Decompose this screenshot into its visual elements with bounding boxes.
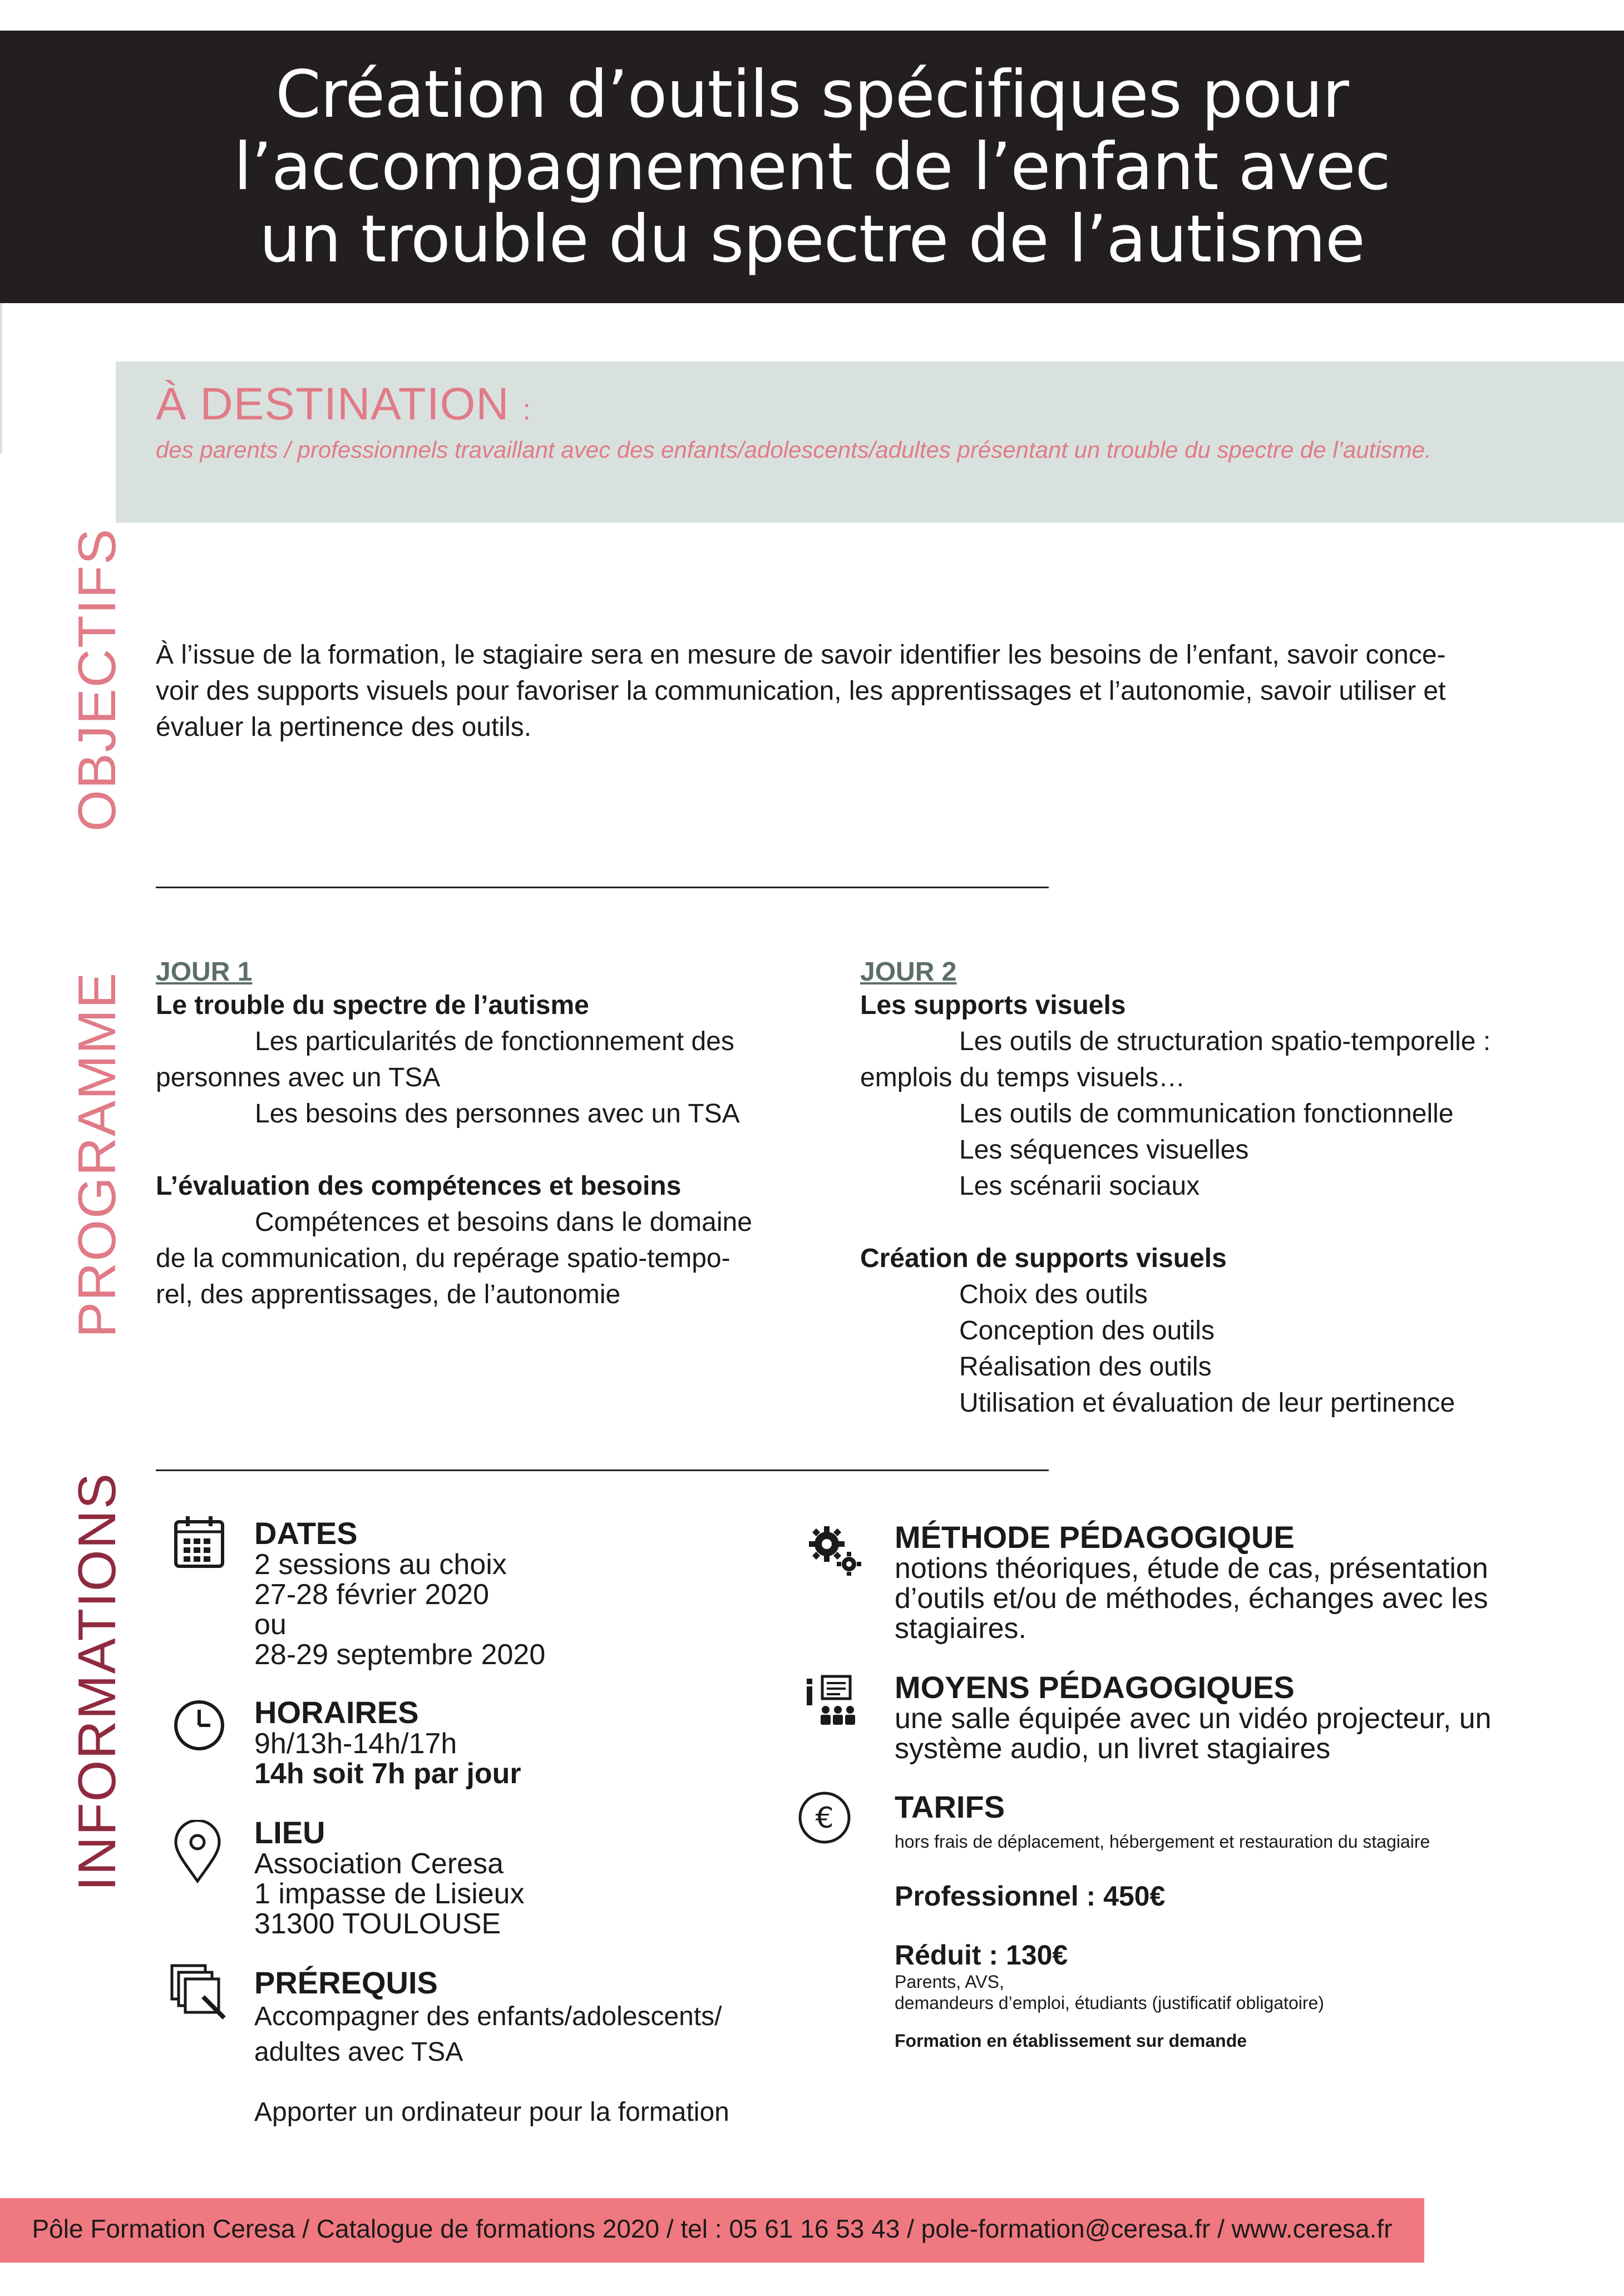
horaires-line: 9h/13h-14h/17h (254, 1728, 457, 1760)
tarif-professionnel: Professionnel : 450€ (895, 1881, 1166, 1912)
methode-line: notions théoriques, étude de cas, présentation (895, 1552, 1488, 1585)
dates-line: 28-29 septembre 2020 (254, 1639, 546, 1671)
side-label-programme: PROGRAMME (67, 971, 127, 1338)
lieu-block (254, 1817, 525, 1939)
jour1-section-title: Le trouble du spectre de l’autisme (156, 991, 589, 1020)
horaires-title: HORAIRES (254, 1695, 419, 1730)
dates-title: DATES (254, 1516, 358, 1551)
horaires-block (254, 1696, 521, 1789)
lieu-line: 31300 TOULOUSE (254, 1908, 501, 1940)
moyens-line: une salle équipée avec un vidéo projecteur, un (895, 1703, 1492, 1735)
jour1-item: rel, des apprentissages, de l’autonomie (156, 1280, 621, 1309)
page-title (0, 58, 1624, 275)
destination-title: À DESTINATION (156, 379, 510, 429)
footer-text: Pôle Formation Ceresa / Catalogue de formations 2020 / tel : 05 61 16 53 43 / pole-formation@ceresa.fr / www.ceresa.fr (32, 2214, 1393, 2243)
destination-heading (156, 378, 531, 430)
jour2-item: emplois du temps visuels… (860, 1063, 1186, 1092)
jour2-item: Choix des outils (959, 1280, 1148, 1309)
programme-jour1 (156, 957, 796, 1313)
dates-line: ou (254, 1609, 287, 1641)
tarifs-note: hors frais de déplacement, hébergement et restauration du stagiaire (895, 1832, 1430, 1852)
jour1-label: JOUR 1 (156, 957, 253, 987)
methode-title: MÉTHODE PÉDAGOGIQUE (895, 1520, 1295, 1555)
moyens-line: système audio, un livret stagiaires (895, 1733, 1331, 1765)
methode-line: stagiaires. (895, 1612, 1026, 1645)
jour1-item: personnes avec un TSA (156, 1063, 441, 1092)
objectifs-line: À l’issue de la formation, le stagiaire sera en mesure de savoir identifier les besoins de l’enfant, savoir conce- (156, 640, 1446, 670)
presentation-icon (806, 1674, 861, 1727)
title-line: l’accompagnement de l’enfant avec (234, 128, 1390, 205)
jour2-item: Conception des outils (959, 1316, 1215, 1345)
jour2-section-title: Les supports visuels (860, 991, 1126, 1020)
svg-text:€: € (815, 1802, 834, 1835)
reduit-line: Parents, AVS, (895, 1972, 1004, 1992)
destination-text: des parents / professionnels travaillant avec des enfants/adolescents/adultes présentant un trouble du spectre de l’autisme. (156, 437, 1432, 463)
tarifs-title: TARIFS (895, 1789, 1005, 1824)
jour2-item: Les outils de structuration spatio-temporelle : (959, 1027, 1491, 1056)
tarifs-etablissement: Formation en établissement sur demande (895, 2031, 1247, 2051)
prerequis-title: PRÉREQUIS (254, 1965, 438, 2000)
jour2-label: JOUR 2 (860, 957, 957, 987)
objectifs-line: voir des supports visuels pour favoriser la communication, les apprentissages et l’autonomie, savoir utiliser et (156, 676, 1446, 706)
lieu-title: LIEU (254, 1815, 325, 1850)
jour1-item: Les besoins des personnes avec un TSA (255, 1099, 740, 1129)
documents-icon (170, 1963, 228, 2022)
prerequis-extra: Apporter un ordinateur pour la formation (254, 2097, 729, 2127)
prerequis-line: Accompagner des enfants/adolescents/ (254, 2002, 722, 2031)
jour1-item: Les particularités de fonctionnement des (255, 1027, 734, 1056)
jour2-section-title: Création de supports visuels (860, 1244, 1227, 1273)
dates-line: 2 sessions au choix (254, 1548, 507, 1581)
jour2-item: Utilisation et évaluation de leur pertinence (959, 1388, 1455, 1418)
programme-jour2 (860, 957, 1556, 1421)
tarifs-block (895, 1791, 1430, 2051)
lieu-line: 1 impasse de Lisieux (254, 1878, 525, 1910)
jour2-item: Réalisation des outils (959, 1352, 1212, 1382)
jour2-item: Les séquences visuelles (959, 1135, 1249, 1165)
moyens-block (895, 1671, 1492, 1764)
section-divider (156, 887, 1049, 888)
jour1-item: de la communication, du repérage spatio-tempo- (156, 1244, 730, 1273)
euro-icon (797, 1790, 852, 1845)
prerequis-block (254, 1967, 729, 2130)
title-line: un trouble du spectre de l’autisme (259, 201, 1365, 277)
side-label-informations: INFORMATIONS (67, 1472, 127, 1891)
location-pin-icon (172, 1820, 223, 1884)
dates-line: 27-28 février 2020 (254, 1578, 490, 1611)
clock-icon (171, 1698, 227, 1753)
jour1-section-title: L’évaluation des compétences et besoins (156, 1171, 682, 1201)
tarif-reduit: Réduit : 130€ (895, 1939, 1068, 1971)
title-line: Création d’outils spécifiques pour (275, 56, 1349, 132)
horaires-bold-line: 14h soit 7h par jour (254, 1758, 521, 1790)
calendar-icon (171, 1514, 227, 1570)
objectifs-text (156, 637, 1524, 745)
gears-icon (806, 1523, 861, 1576)
section-divider (156, 1469, 1049, 1471)
side-label-objectifs: OBJECTIFS (67, 527, 127, 832)
dates-block (254, 1517, 545, 1670)
objectifs-line: évaluer la pertinence des outils. (156, 712, 532, 742)
reduit-line: demandeurs d’emploi, étudiants (justificatif obligatoire) (895, 1993, 1324, 2013)
destination-colon: : (522, 394, 531, 426)
moyens-title: MOYENS PÉDAGOGIQUES (895, 1670, 1295, 1705)
methode-block (895, 1521, 1488, 1644)
prerequis-line: adultes avec TSA (254, 2037, 463, 2067)
jour1-item: Compétences et besoins dans le domaine (255, 1208, 752, 1237)
jour2-item: Les outils de communication fonctionnelle (959, 1099, 1454, 1129)
jour2-item: Les scénarii sociaux (959, 1171, 1200, 1201)
lieu-line: Association Ceresa (254, 1848, 504, 1880)
left-accent-bar (0, 303, 2, 453)
methode-line: d’outils et/ou de méthodes, échanges avec les (895, 1582, 1488, 1615)
